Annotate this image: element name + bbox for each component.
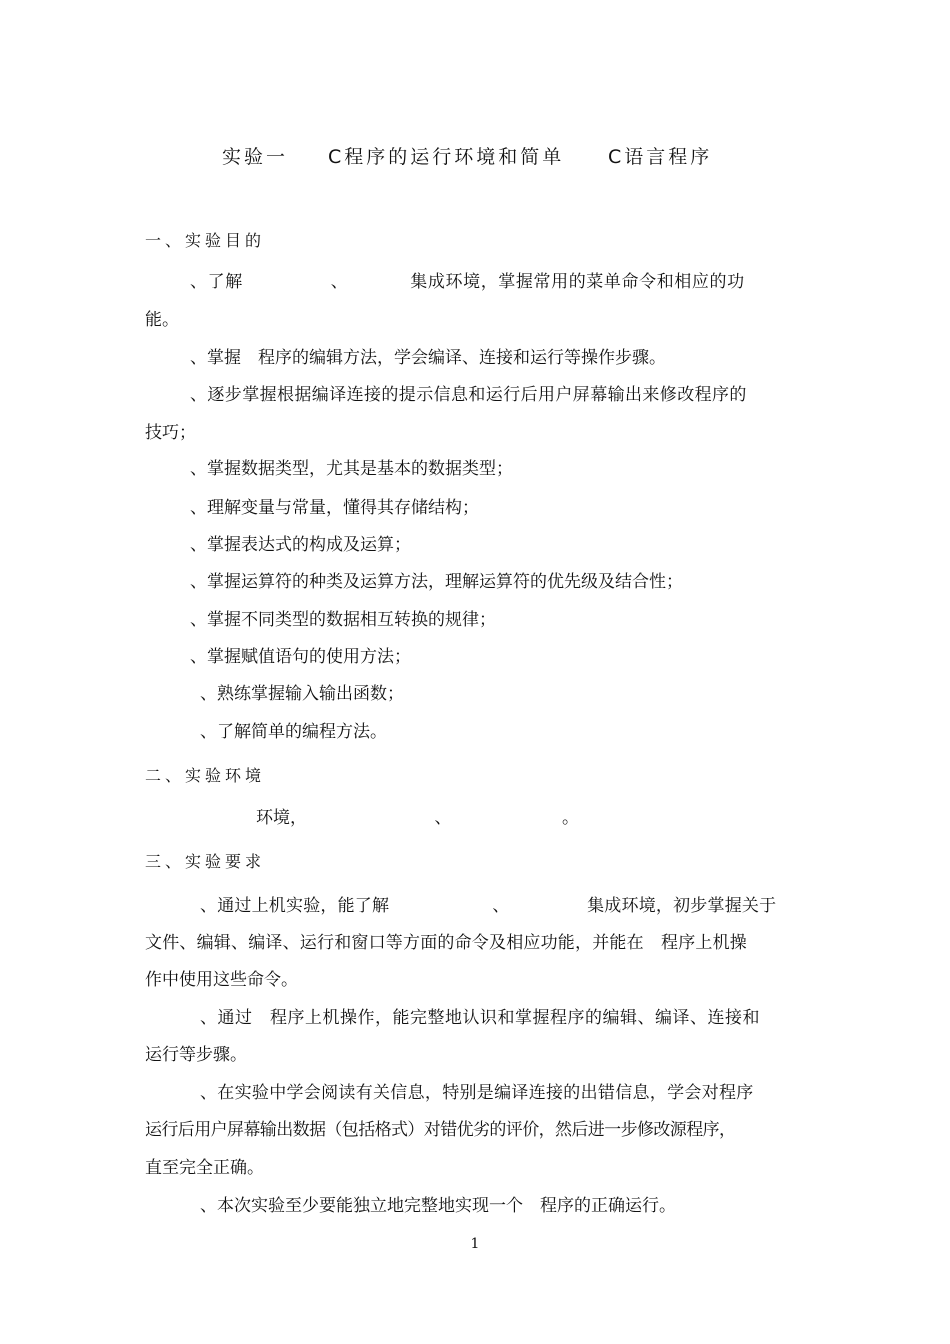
environment-line: 环境， 、 。 [256, 808, 579, 828]
objective-line-6: 、掌握表达式的构成及运算； [190, 535, 411, 555]
objective-line-1-cont: 能。 [145, 310, 179, 330]
requirement-line-3: 、在实验中学会阅读有关信息，特别是编译连接的出错信息，学会对程序 [200, 1083, 754, 1103]
objective-line-7: 、掌握运算符的种类及运算方法，理解运算符的优先级及结合性； [190, 572, 683, 592]
section-heading-objectives: 一、实验目的 [145, 231, 266, 250]
objective-line-11: 、了解简单的编程方法。 [200, 722, 387, 742]
requirement-line-1-cont-a: 文件、编辑、编译、运行和窗口等方面的命令及相应功能，并能在 程序上机操 [145, 933, 747, 953]
objective-line-4: 、掌握数据类型，尤其是基本的数据类型； [190, 459, 513, 479]
objective-line-10: 、熟练掌握输入输出函数； [200, 684, 404, 704]
objective-line-3: 、逐步掌握根据编译连接的提示信息和运行后用户屏幕输出来修改程序的 [190, 385, 747, 405]
page-number: 1 [470, 1236, 480, 1252]
title-part-2: C程序的运行环境和简单 [328, 146, 565, 168]
requirement-line-2-cont: 运行等步骤。 [145, 1045, 247, 1065]
objective-line-2: 、掌握 程序的编辑方法，学会编译、连接和运行等操作步骤。 [190, 348, 666, 368]
requirement-line-3-cont-b: 直至完全正确。 [145, 1158, 264, 1178]
title-part-3: C语言程序 [608, 146, 713, 168]
requirement-line-1: 、通过上机实验，能了解 、 集成环境，初步掌握关于 [200, 896, 777, 916]
document-title [0, 142, 950, 170]
objective-line-5: 、理解变量与常量，懂得其存储结构； [190, 498, 479, 518]
requirement-line-3-cont-a: 运行后用户屏幕输出数据（包括格式）对错优劣的评价，然后进一步修改源程序， [145, 1120, 736, 1140]
title-part-1: 实验一 [222, 146, 289, 168]
objective-line-3-cont: 技巧； [145, 423, 196, 443]
requirement-line-4: 、本次实验至少要能独立地完整地实现一个 程序的正确运行。 [200, 1196, 676, 1216]
section-heading-requirements: 三、实验要求 [145, 852, 266, 871]
objective-line-1: 、了解 、 集成环境，掌握常用的菜单命令和相应的功 [190, 272, 745, 292]
requirement-line-1-cont-b: 作中使用这些命令。 [145, 970, 298, 990]
requirement-line-2: 、通过 程序上机操作，能完整地认识和掌握程序的编辑、编译、连接和 [200, 1008, 760, 1028]
section-heading-environment: 二、实验环境 [145, 766, 266, 785]
objective-line-9: 、掌握赋值语句的使用方法； [190, 647, 411, 667]
objective-line-8: 、掌握不同类型的数据相互转换的规律； [190, 610, 496, 630]
